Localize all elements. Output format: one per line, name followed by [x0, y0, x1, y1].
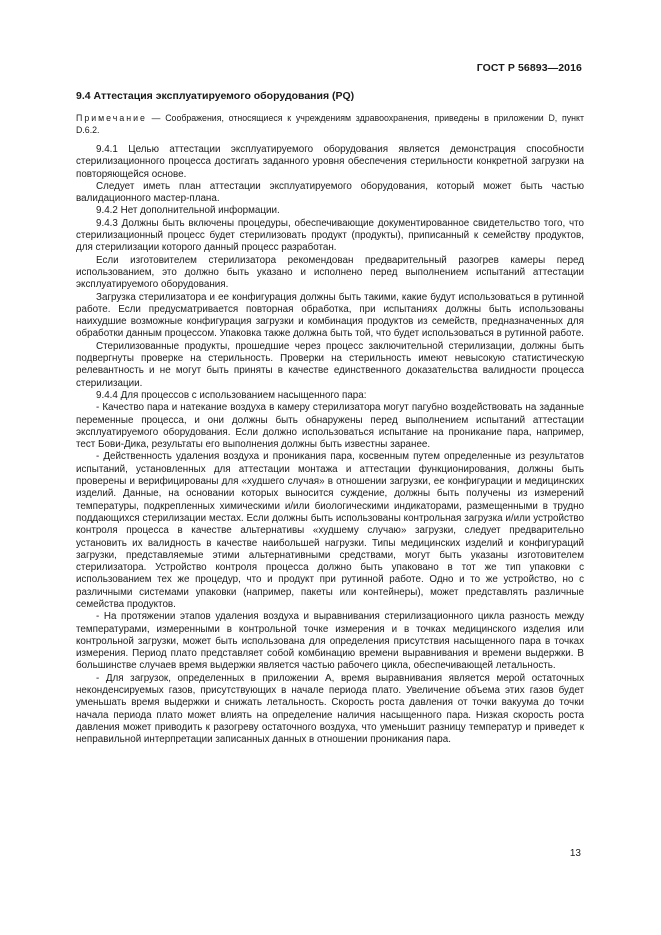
- section-heading: 9.4 Аттестация эксплуатируемого оборудования (PQ): [76, 90, 355, 102]
- list-item-plateau: - На протяжении этапов удаления воздуха и выравнивания стерилизационного цикла разность между температурами, измеренными в контрольной точке измерения и в точках медицинского изделия или контрольной загрузки, может быть использована для определения присутствия насыщенного пара в точках измерения. Период плато представляет собой комбинацию времени выравнивания и времени выдержки. В большинстве случаев время выдержки является частью рабочего цикла, обеспечивающей летальность.: [76, 611, 584, 672]
- list-item-air-removal: - Действенность удаления воздуха и проникания пара, косвенным путем определенные из результатов испытаний, установленных для аттестации монтажа и аттестации функционирования, должны быть проверены и верифицированы для «худшего случая» в отношении загрузки, ее конфигурации и медицинских изделий. Данные, на основании которых выносится суждение, должны быть получены из измерений температуры, подкрепленных химическими и/или биологическими индикаторами, размещенными в трудно поддающихся стерилизации местах. Если должны быть использованы контрольная загрузка и/или устройство контроля процесса в качестве альтернативы «худшему случаю» загрузки, следует предварительно установить их валидность в качестве наибольшей нагрузки. Типы медицинских изделий и конфигураций загрузки, представляемые этими альтернативными средствами, могут быть указаны изготовителем стерилизатора. Устройство контроля процесса должно быть упаковано в тот же тип упаковки с использованием тех же процедур, что и продукт при рутинной работе. Одно и то же устройство, но с различными системами упаковки (например, пакеты или контейнеры), может представлять различные семейства продуктов.: [76, 451, 584, 610]
- paragraph-9-4-1: 9.4.1 Целью аттестации эксплуатируемого оборудования является демонстрация способности стерилизационного процесса достигать заданного уровня обеспечения стерильности конкретной загрузки на повторяющейся основе.: [76, 144, 584, 180]
- paragraph-9-4-4: 9.4.4 Для процессов с использованием насыщенного пара:: [96, 389, 367, 401]
- document-body: [76, 90, 584, 747]
- page-number: 13: [569, 848, 581, 859]
- note: [76, 112, 584, 136]
- paragraph-sterility-test: Стерилизованные продукты, прошедшие через процесс заключительной стерилизации, должны быть подвергнуты проверке на стерильность. Проверки на стерильность имеют невысокую статистическую релевантность и не могут быть приняты в качестве единственного доказательства валидности процесса стерилизации.: [76, 340, 584, 389]
- paragraph-load-config: Загрузка стерилизатора и ее конфигурация должны быть такими, какие будут использоваться в рутинной работе. Если предусматривается повторная обработка, при испытаниях должны быть использованы наихудшие возможные конфигурация загрузки и комбинация продуктов из семейств, предназначенных для обработки данным процессом. Упаковка также должна быть той, что будет использоваться в рутинной работе.: [76, 291, 584, 340]
- list-item-steam-quality: - Качество пара и натекание воздуха в камеру стерилизатора могут пагубно воздействовать на заданные переменные процесса, и они должны быть обнаружены перед выполнением испытаний аттестации эксплуатируемого оборудования. Если должно использоваться испытание на проникание пара, например, тест Бови-Дика, результаты его выполнения должны быть известны заранее.: [76, 402, 584, 451]
- list-item-equilibration: - Для загрузок, определенных в приложении А, время выравнивания является мерой остаточных неконденсируемых газов, присутствующих в начале периода плато. Увеличение объема этих газов будет уменьшать время выдержки и снижать летальность. Скорость роста давления от точки вакуума до точки начала периода плато может влиять на определение наличия насыщенного пара. Низкая скорость роста давления может приводить к разогреву остаточного воздуха, что уменьшит разницу температур и приведет к неправильной интерпретации записанных данных в отношении проникания пара.: [76, 672, 584, 746]
- note-label: Примечание: [76, 113, 147, 123]
- standard-number: ГОСТ Р 56893—2016: [476, 62, 582, 74]
- paragraph-9-4-3: 9.4.3 Должны быть включены процедуры, обеспечивающие документированное свидетельство того, что стерилизационный процесс будет стерилизовать продукт (продукты), приписанный к семейству продуктов, для стерилизации которого данный процесс разработан.: [76, 217, 584, 254]
- paragraph-9-4-2: 9.4.2 Нет дополнительной информации.: [96, 205, 280, 217]
- paragraph-preheat: Если изготовителем стерилизатора рекомендован предварительный разогрев камеры перед использованием, это должно быть указано и исполнено перед выполнением испытаний аттестации эксплуатируемого оборудования.: [76, 254, 584, 291]
- paragraph-master-plan: Следует иметь план аттестации эксплуатируемого оборудования, который может быть частью валидационного мастер-плана.: [76, 180, 584, 205]
- note-text: — Соображения, относящиеся к учреждениям здравоохранения, приведены в приложении D, пункт D.6.2.: [76, 113, 584, 135]
